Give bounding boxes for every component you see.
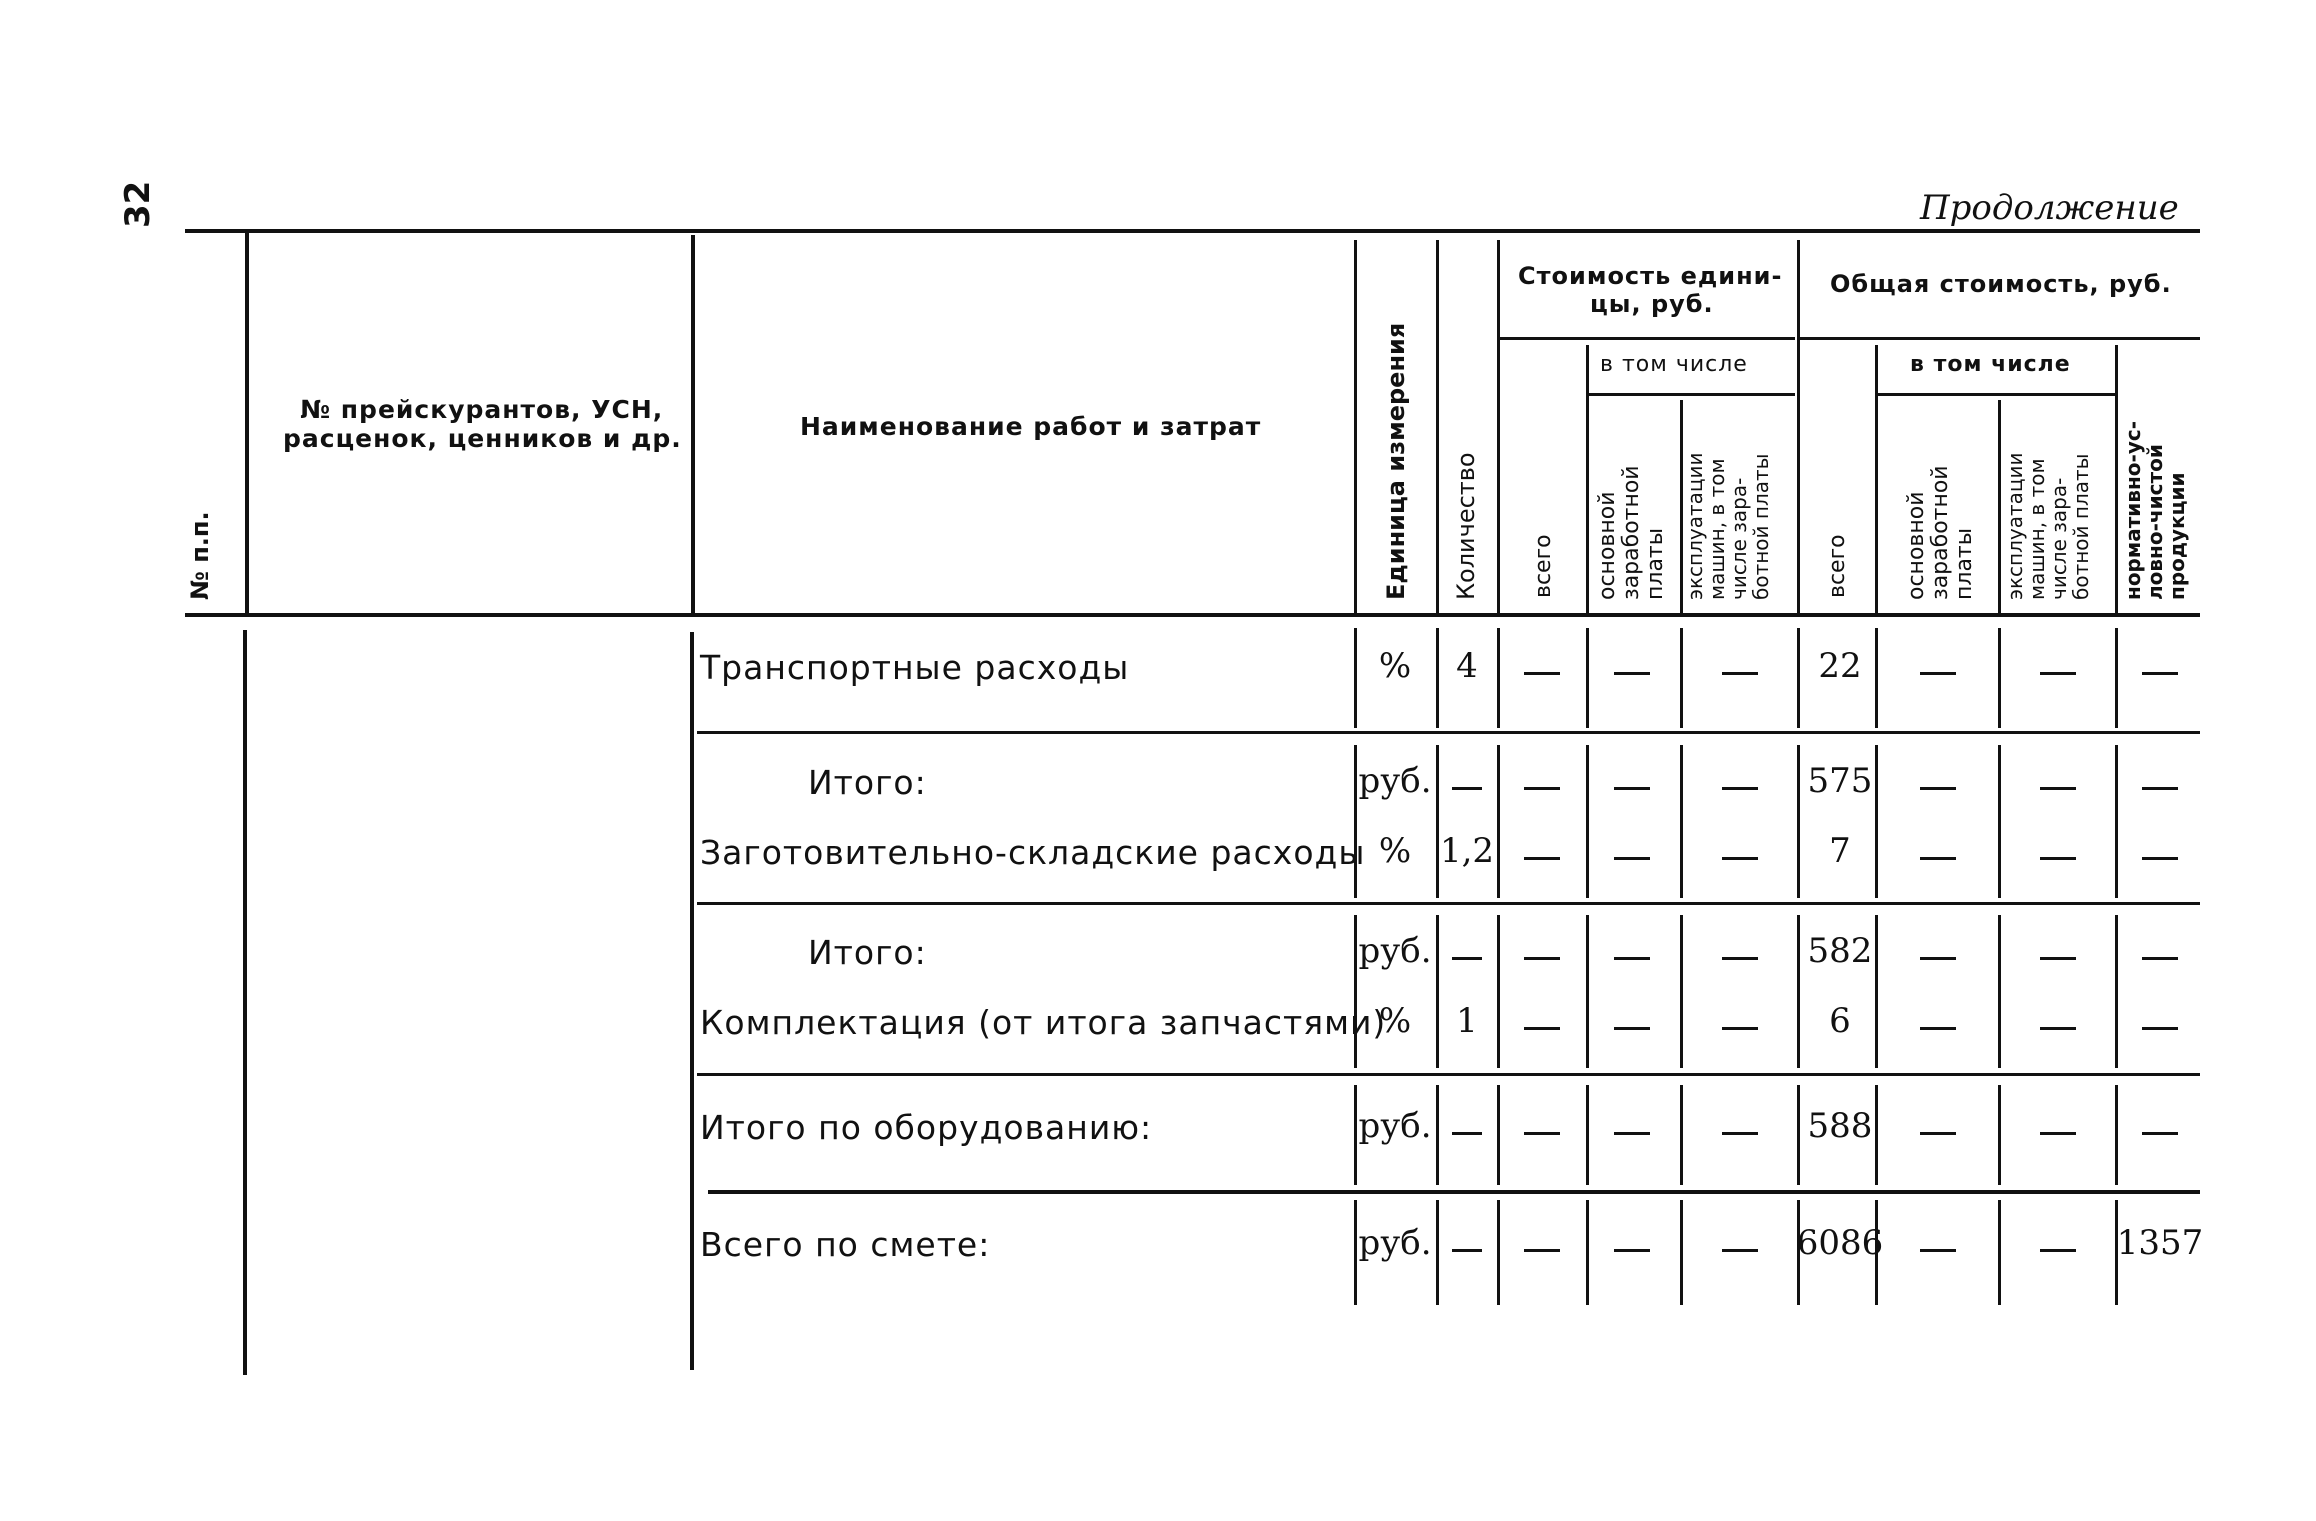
header-price-ref-line1: № прейскурантов, УСН, xyxy=(300,395,664,424)
cell-unit: руб. xyxy=(1358,1106,1432,1146)
header-in-that-number-2: в том числе xyxy=(1910,352,2071,377)
body-col-segment xyxy=(2115,628,2118,728)
body-col-segment xyxy=(2115,745,2118,898)
dash-tc-normative xyxy=(2142,857,2178,860)
dash-tc-machines xyxy=(2040,1249,2076,1252)
header-tc-normative xyxy=(2122,421,2188,600)
dash-tc-wages xyxy=(1920,957,1956,960)
col-divider-10 xyxy=(1998,400,2001,613)
col-divider-3 xyxy=(1354,240,1357,613)
cell-tc-total: 582 xyxy=(1807,931,1873,971)
header-uc-machines-l4: ботной платы xyxy=(1749,453,1773,600)
header-uc-wages xyxy=(1596,465,1668,600)
cell-tc-normative xyxy=(2150,833,2151,834)
dash-tc-normative xyxy=(2142,957,2178,960)
header-tc-wages-l3: платы xyxy=(1952,527,1977,600)
dash-tc-normative xyxy=(2142,1027,2178,1030)
header-unit-cost-line2: цы, руб. xyxy=(1590,290,1714,318)
group-rule-3 xyxy=(697,1073,2200,1076)
dash-uc-total xyxy=(1524,1132,1560,1135)
dash-tc-machines xyxy=(2040,957,2076,960)
cell-tc-normative xyxy=(2150,648,2151,649)
cell-tc-total: 22 xyxy=(1818,646,1862,686)
body-col-segment xyxy=(1998,628,2001,728)
dash-tc-wages xyxy=(1920,672,1956,675)
col-divider-8 xyxy=(1797,240,1800,613)
cell-unit: % xyxy=(1378,831,1412,871)
body-col-segment xyxy=(1586,628,1589,728)
cell-uc-total xyxy=(1532,1108,1533,1109)
cell-uc-wages xyxy=(1622,833,1623,834)
dash-qty xyxy=(1452,787,1482,790)
dash-uc-machines xyxy=(1722,672,1758,675)
cell-uc-machines xyxy=(1730,933,1731,934)
cell-qty xyxy=(1457,1225,1458,1226)
dash-uc-wages xyxy=(1614,957,1650,960)
body-col-segment xyxy=(1497,915,1500,1068)
cell-tc-total: 575 xyxy=(1807,761,1873,801)
dash-uc-machines xyxy=(1722,857,1758,860)
cell-tc-total: 6 xyxy=(1829,1001,1851,1041)
body-col-segment xyxy=(2115,915,2118,1068)
dash-uc-total xyxy=(1524,1027,1560,1030)
dash-uc-machines xyxy=(1722,1132,1758,1135)
cell-uc-total xyxy=(1532,933,1533,934)
dash-tc-normative xyxy=(2142,1132,2178,1135)
cell-tc-normative: 1357 xyxy=(2116,1223,2204,1263)
header-unit-cost-line1: Стоимость едини- xyxy=(1518,262,1783,290)
cell-qty: 4 xyxy=(1456,646,1478,686)
header-tc-normative-l2: ловно-чистой xyxy=(2143,444,2167,600)
cell-qty xyxy=(1457,933,1458,934)
body-col-segment xyxy=(2115,1085,2118,1185)
cell-uc-wages xyxy=(1622,1003,1623,1004)
dash-uc-total xyxy=(1524,672,1560,675)
header-uc-wages-l1: основной xyxy=(1595,491,1620,600)
header-tc-normative-l1: нормативно-ус- xyxy=(2121,420,2145,600)
header-tc-normative-l3: продукции xyxy=(2165,472,2189,600)
body-col-segment xyxy=(1497,745,1500,898)
header-unit: Единица измерения xyxy=(1382,322,1410,600)
body-col-segment xyxy=(1680,1085,1683,1185)
dash-uc-wages xyxy=(1614,672,1650,675)
header-qty: Количество xyxy=(1452,452,1480,600)
dash-tc-wages xyxy=(1920,1132,1956,1135)
header-tc-wages-l1: основной xyxy=(1904,491,1929,600)
cell-uc-total xyxy=(1532,1003,1533,1004)
header-total-cost: Общая стоимость, руб. xyxy=(1830,270,2172,298)
group-rule-2 xyxy=(697,902,2200,905)
cell-uc-wages xyxy=(1622,763,1623,764)
cell-tc-machines xyxy=(2048,833,2049,834)
dash-tc-wages xyxy=(1920,857,1956,860)
dash-qty xyxy=(1452,1249,1482,1252)
body-col-segment xyxy=(1497,1200,1500,1305)
dash-tc-machines xyxy=(2040,857,2076,860)
header-uc-machines xyxy=(1684,452,1772,600)
col-divider-9 xyxy=(1875,345,1878,613)
cell-qty xyxy=(1457,1108,1458,1109)
dash-uc-total xyxy=(1524,957,1560,960)
dash-uc-machines xyxy=(1722,1249,1758,1252)
header-tc-machines-l4: ботной платы xyxy=(2069,453,2093,600)
cell-uc-wages xyxy=(1622,648,1623,649)
dash-tc-machines xyxy=(2040,1132,2076,1135)
header-uc-total: всего xyxy=(1531,534,1556,598)
cell-unit: руб. xyxy=(1358,761,1432,801)
cell-uc-machines xyxy=(1730,833,1731,834)
header-price-ref-line2: расценок, ценников и др. xyxy=(283,424,682,453)
cell-unit: руб. xyxy=(1358,931,1432,971)
cell-tc-total: 7 xyxy=(1829,831,1851,871)
dash-uc-total xyxy=(1524,787,1560,790)
cell-tc-machines xyxy=(2048,933,2049,934)
cell-qty: 1,2 xyxy=(1439,831,1495,871)
row-label: Заготовительно-складские расходы xyxy=(700,833,1366,872)
row-label: Всего по смете: xyxy=(700,1225,991,1264)
header-row-no: № п.п. xyxy=(186,511,214,600)
cell-tc-wages xyxy=(1928,1108,1929,1109)
cell-uc-machines xyxy=(1730,1225,1731,1226)
body-col-segment xyxy=(1998,1200,2001,1305)
header-bottom-rule xyxy=(185,613,2200,617)
dash-uc-total xyxy=(1524,1249,1560,1252)
dash-uc-wages xyxy=(1614,1027,1650,1030)
body-col-segment xyxy=(1586,915,1589,1068)
dash-uc-wages xyxy=(1614,787,1650,790)
table-top-rule xyxy=(185,229,2200,233)
cell-tc-machines xyxy=(2048,1003,2049,1004)
dash-uc-wages xyxy=(1614,1132,1650,1135)
dash-uc-total xyxy=(1524,857,1560,860)
body-col-segment xyxy=(1586,1085,1589,1185)
cell-tc-total: 588 xyxy=(1807,1106,1873,1146)
cell-tc-wages xyxy=(1928,1225,1929,1226)
body-col-segment xyxy=(1998,745,2001,898)
header-in-that-number-1: в том числе xyxy=(1600,352,1748,377)
cell-unit: % xyxy=(1378,646,1412,686)
col-divider-4 xyxy=(1436,240,1439,613)
cell-tc-machines xyxy=(2048,763,2049,764)
dash-uc-machines xyxy=(1722,957,1758,960)
row-label: Итого: xyxy=(808,763,927,802)
cell-tc-wages xyxy=(1928,933,1929,934)
cell-tc-total: 6086 xyxy=(1796,1223,1884,1263)
body-left-line-1 xyxy=(243,630,247,1375)
body-col-segment xyxy=(1497,1085,1500,1185)
dash-uc-wages xyxy=(1614,857,1650,860)
cell-tc-normative xyxy=(2150,933,2151,934)
col-divider-2 xyxy=(691,235,695,613)
header-tc-total: всего xyxy=(1825,534,1850,598)
header-uc-machines-l1: эксплуатации xyxy=(1683,452,1707,600)
cell-qty xyxy=(1457,763,1458,764)
cell-tc-normative xyxy=(2150,763,2151,764)
body-col-segment xyxy=(1680,745,1683,898)
dash-tc-machines xyxy=(2040,1027,2076,1030)
body-col-segment xyxy=(1586,1200,1589,1305)
group-rule-1 xyxy=(697,731,2200,734)
cell-uc-wages xyxy=(1622,1108,1623,1109)
dash-tc-wages xyxy=(1920,1249,1956,1252)
header-uc-machines-l2: машин, в том xyxy=(1705,458,1729,600)
cell-tc-machines xyxy=(2048,1225,2049,1226)
dash-qty xyxy=(1452,1132,1482,1135)
cell-tc-machines xyxy=(2048,648,2049,649)
group-rule-4 xyxy=(708,1190,2200,1194)
continuation-label: Продолжение xyxy=(1920,188,2179,228)
header-tc-machines-l2: машин, в том xyxy=(2025,458,2049,600)
body-col-segment xyxy=(1680,915,1683,1068)
cell-tc-wages xyxy=(1928,833,1929,834)
col-divider-11 xyxy=(2115,345,2118,613)
header-uc-machines-l3: числе зара- xyxy=(1727,477,1751,600)
cell-tc-normative xyxy=(2150,1003,2151,1004)
cell-tc-wages xyxy=(1928,648,1929,649)
dash-tc-normative xyxy=(2142,787,2178,790)
dash-tc-machines xyxy=(2040,787,2076,790)
cell-uc-machines xyxy=(1730,763,1731,764)
header-tc-wages-l2: заработной xyxy=(1928,465,1953,600)
cell-tc-normative xyxy=(2150,1108,2151,1109)
row-label: Итого по оборудованию: xyxy=(700,1108,1153,1147)
cell-qty: 1 xyxy=(1456,1001,1478,1041)
body-col-segment xyxy=(1998,915,2001,1068)
dash-tc-normative xyxy=(2142,672,2178,675)
body-col-segment xyxy=(1680,1200,1683,1305)
cell-uc-machines xyxy=(1730,1108,1731,1109)
cell-tc-wages xyxy=(1928,763,1929,764)
dash-tc-wages xyxy=(1920,1027,1956,1030)
cell-uc-wages xyxy=(1622,933,1623,934)
row-label: Итого: xyxy=(808,933,927,972)
header-uc-wages-l3: платы xyxy=(1643,527,1668,600)
row-label: Комплектация (от итога запчастями) xyxy=(700,1003,1387,1042)
dash-uc-machines xyxy=(1722,1027,1758,1030)
col-divider-1 xyxy=(245,233,249,613)
total-cost-subrule xyxy=(1800,337,2200,340)
cell-uc-total xyxy=(1532,763,1533,764)
unit-cost-subrule xyxy=(1500,337,1795,340)
body-col-segment xyxy=(1586,745,1589,898)
dash-uc-wages xyxy=(1614,1249,1650,1252)
header-tc-machines xyxy=(2004,452,2092,600)
cell-uc-total xyxy=(1532,648,1533,649)
row-label: Транспортные расходы xyxy=(700,648,1130,687)
header-uc-wages-l2: заработной xyxy=(1619,465,1644,600)
col-divider-6 xyxy=(1586,345,1589,613)
cell-unit: руб. xyxy=(1358,1223,1432,1263)
body-col-segment xyxy=(1680,628,1683,728)
cell-unit: % xyxy=(1378,1001,1412,1041)
cell-uc-machines xyxy=(1730,1003,1731,1004)
page-number: 32 xyxy=(118,180,158,228)
header-tc-wages xyxy=(1905,465,1977,600)
total-cost-incl-subrule xyxy=(1878,393,2115,396)
cell-tc-machines xyxy=(2048,1108,2049,1109)
dash-tc-machines xyxy=(2040,672,2076,675)
dash-qty xyxy=(1452,957,1482,960)
header-name: Наименование работ и затрат xyxy=(800,412,1262,441)
unit-cost-incl-subrule xyxy=(1589,393,1795,396)
dash-tc-wages xyxy=(1920,787,1956,790)
cell-uc-total xyxy=(1532,833,1533,834)
header-tc-machines-l3: числе зара- xyxy=(2047,477,2071,600)
header-tc-machines-l1: эксплуатации xyxy=(2003,452,2027,600)
cell-tc-wages xyxy=(1928,1003,1929,1004)
cell-uc-total xyxy=(1532,1225,1533,1226)
dash-uc-machines xyxy=(1722,787,1758,790)
cell-uc-machines xyxy=(1730,648,1731,649)
cell-uc-wages xyxy=(1622,1225,1623,1226)
col-divider-5 xyxy=(1497,240,1500,613)
body-left-line-2 xyxy=(690,632,694,1370)
body-col-segment xyxy=(1998,1085,2001,1185)
